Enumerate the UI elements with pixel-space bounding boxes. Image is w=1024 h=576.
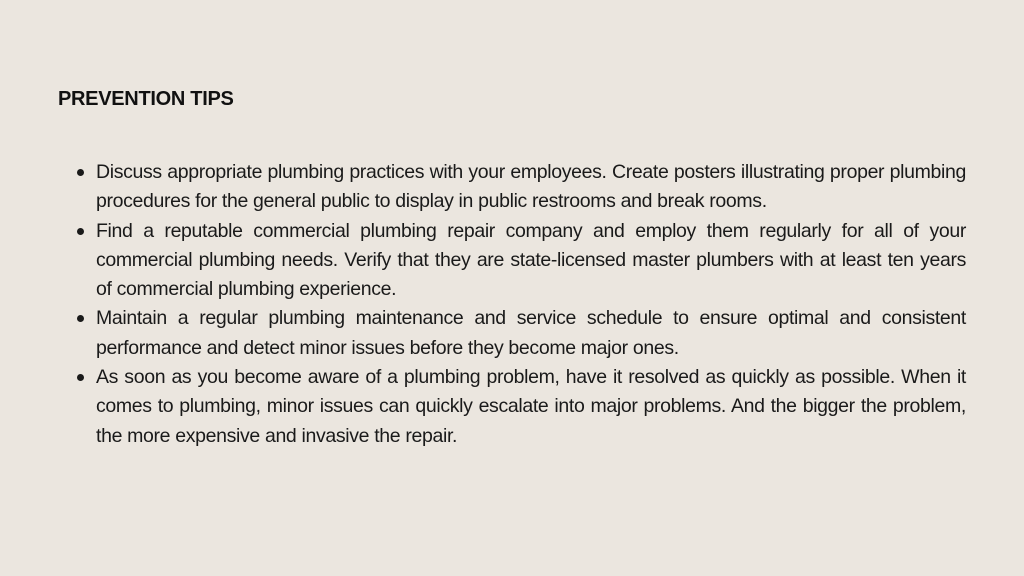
- bullet-icon: [77, 374, 84, 381]
- bullet-icon: [77, 315, 84, 322]
- list-item: [96, 158, 966, 217]
- bullet-icon: [77, 228, 84, 235]
- tip-text: As soon as you become aware of a plumbing problem, have it resolved as quickly as possible. When it comes to plumbing, minor issues can quickly escalate into major problems. And the bigger the problem, the more expensive and invasive the repair.: [96, 366, 966, 447]
- tip-text: Maintain a regular plumbing maintenance and service schedule to ensure optimal and consistent performance and detect minor issues before they become major ones.: [96, 307, 966, 359]
- list-item: [96, 363, 966, 451]
- tip-text: Find a reputable commercial plumbing repair company and employ them regularly for all of your commercial plumbing needs. Verify that they are state-licensed master plumbers with at least ten years of commercial plumbing experience.: [96, 219, 966, 301]
- prevention-tips-list: [96, 158, 966, 451]
- list-item: [96, 304, 966, 363]
- tip-text: Discuss appropriate plumbing practices with your employees. Create posters illustrating proper plumbing procedures for the general public to display in public restrooms and break rooms.: [96, 161, 966, 213]
- page-title: PREVENTION TIPS: [58, 88, 234, 110]
- list-item: [96, 217, 966, 305]
- bullet-icon: [77, 169, 84, 176]
